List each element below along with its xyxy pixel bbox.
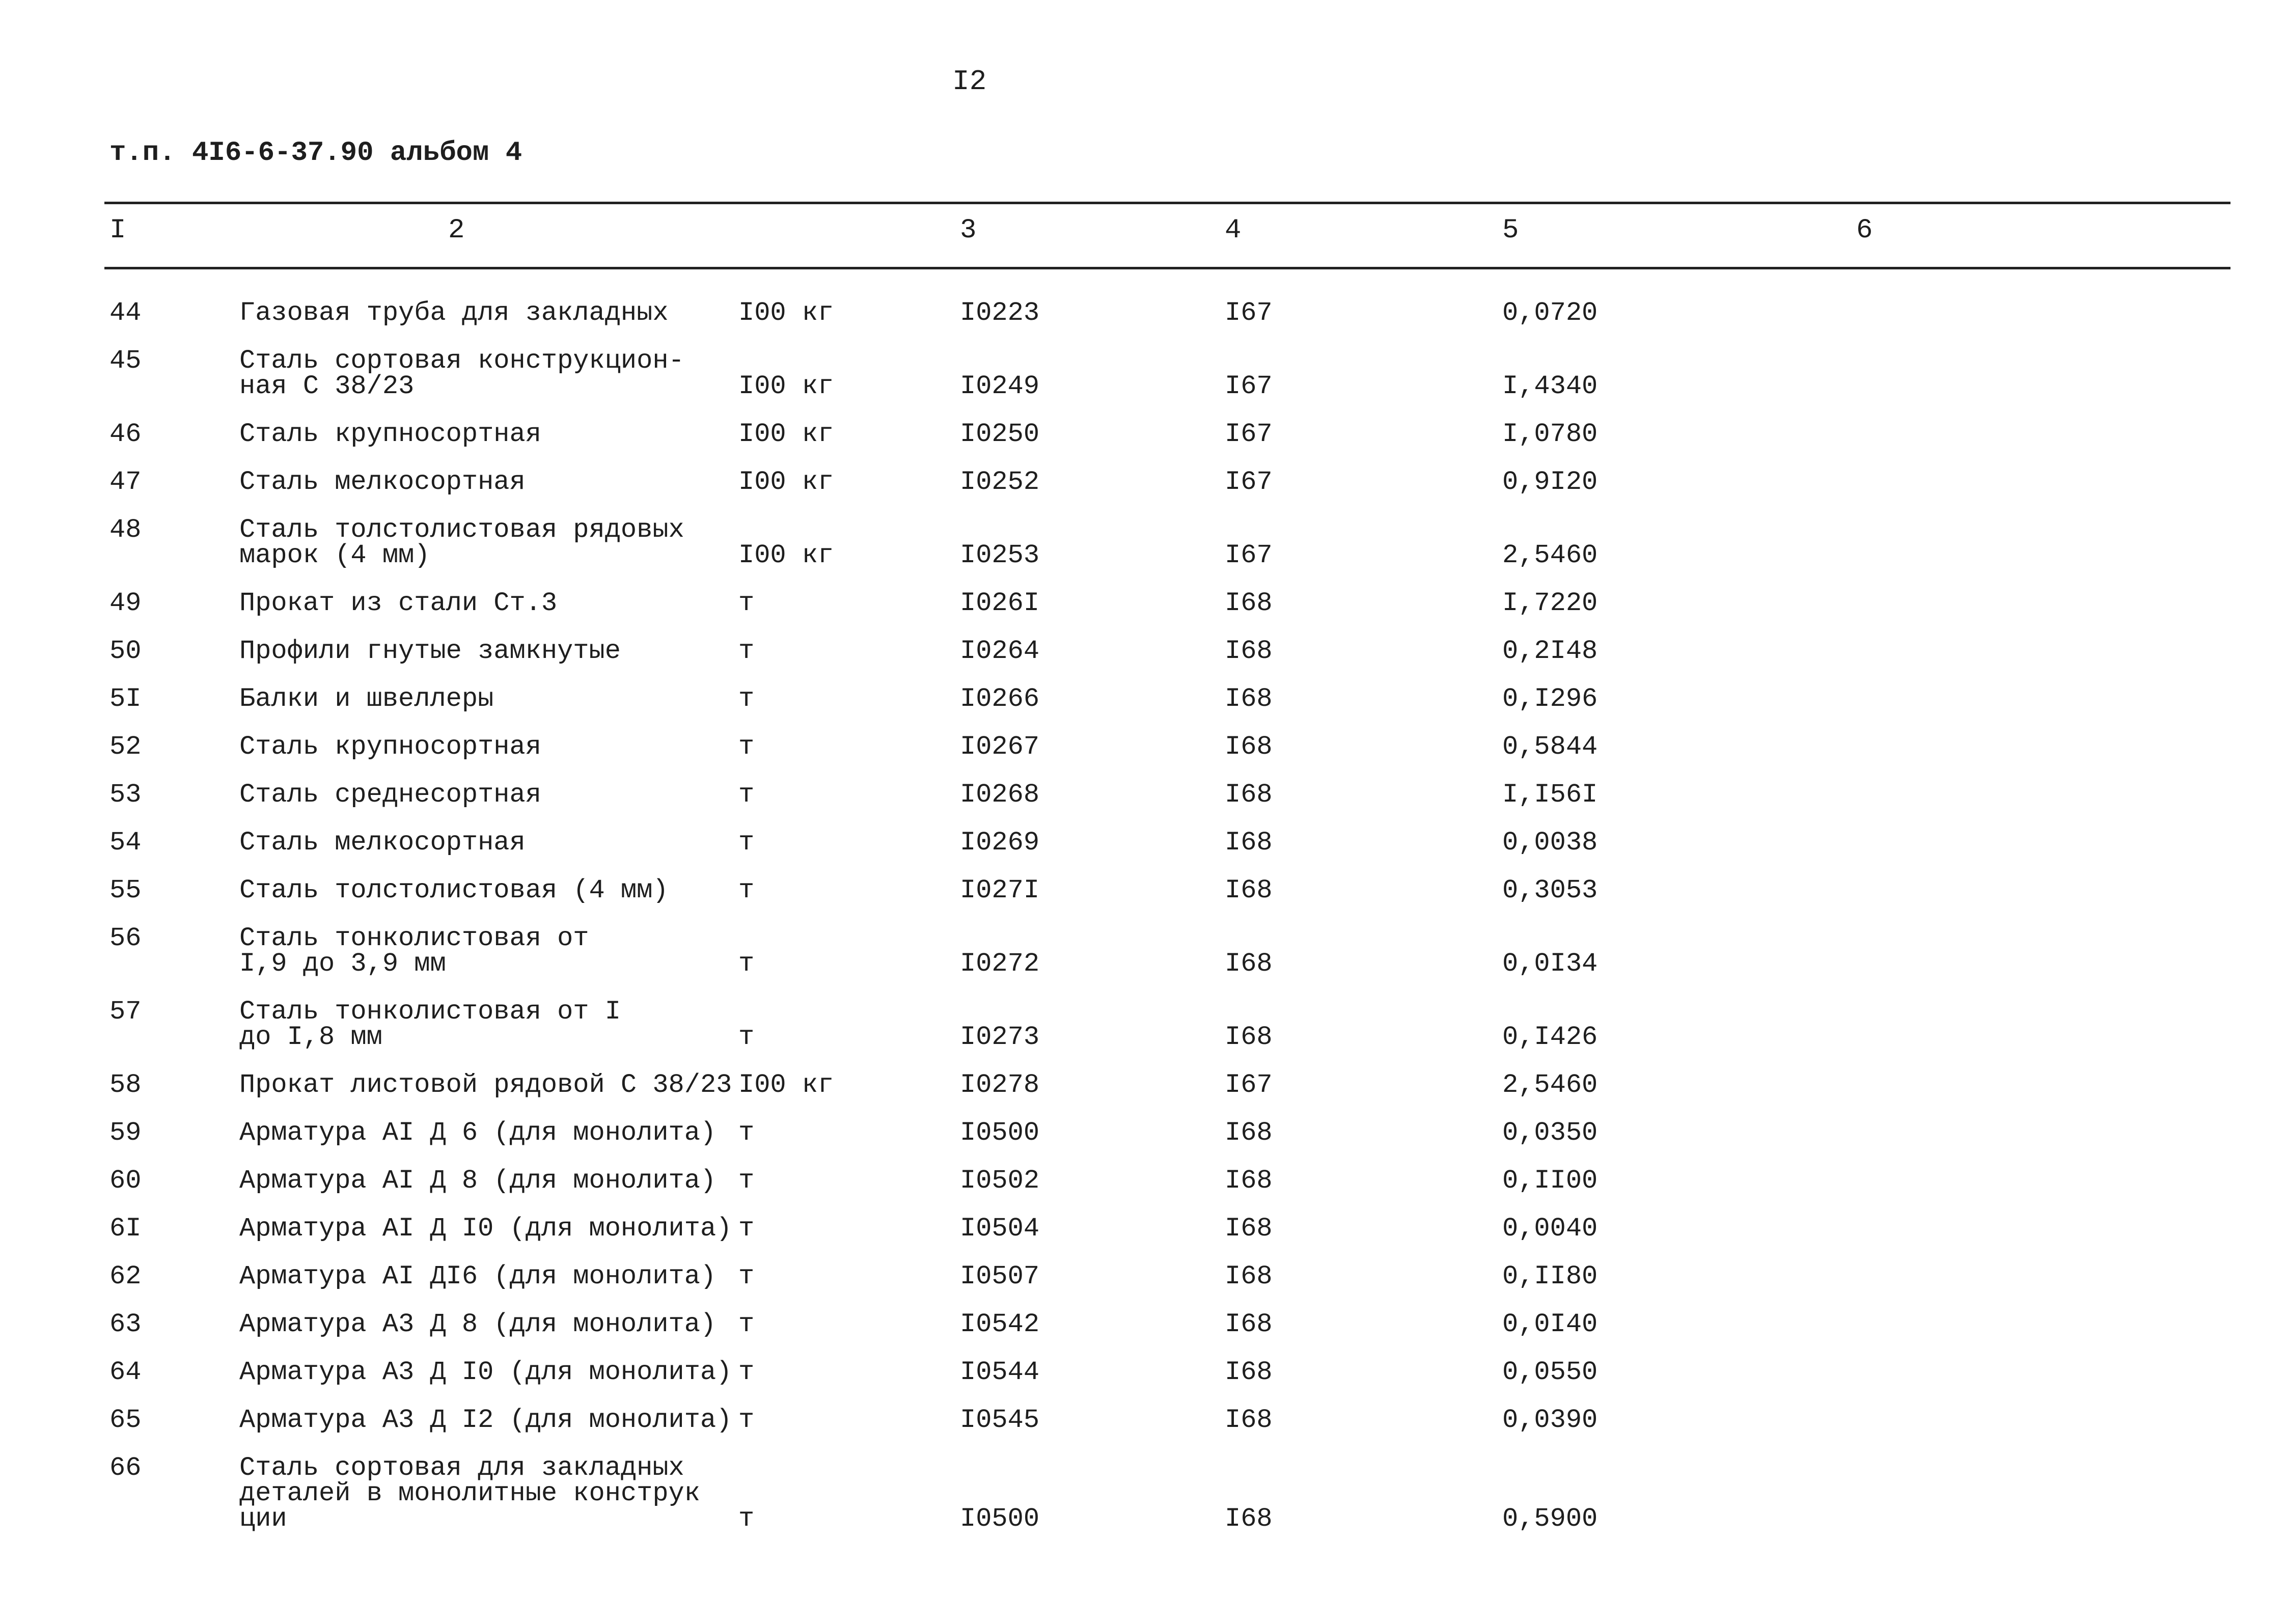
row-number: 60 <box>109 1166 142 1196</box>
unit: I00 кг <box>738 298 834 328</box>
group-code: I68 <box>1225 1022 1273 1052</box>
table-row <box>0 1309 2286 1339</box>
row-number: 63 <box>109 1309 142 1339</box>
unit: т <box>738 1022 755 1052</box>
resource-code: I0500 <box>960 1118 1040 1148</box>
unit: т <box>738 732 755 762</box>
material-name: Арматура АI ДI6 (для монолита) <box>239 1261 717 1291</box>
table-row <box>0 467 2286 497</box>
page-number: I2 <box>952 65 987 98</box>
material-name: Сталь крупносортная <box>239 419 541 449</box>
resource-code: I0264 <box>960 636 1040 666</box>
row-number: 65 <box>109 1405 142 1435</box>
quantity: I,4340 <box>1502 371 1598 401</box>
quantity: 0,3053 <box>1502 875 1598 905</box>
group-code: I68 <box>1225 1504 1273 1534</box>
column-header-5: 5 <box>1502 215 1519 246</box>
material-name: Арматура АI Д 6 (для монолита) <box>239 1118 717 1148</box>
resource-code: I0542 <box>960 1309 1040 1339</box>
row-number: 59 <box>109 1118 142 1148</box>
quantity: 2,5460 <box>1502 1070 1598 1100</box>
table-row <box>0 1168 2286 1194</box>
resource-code: I0223 <box>960 298 1040 328</box>
group-code: I68 <box>1225 1357 1273 1387</box>
table-row <box>0 348 2286 399</box>
document-header: т.п. 4I6-6-37.90 альбом 4 <box>109 137 522 169</box>
material-name: Сталь тонколистовая от I до I,8 мм <box>239 997 621 1052</box>
resource-code: I026I <box>960 588 1040 618</box>
group-code: I67 <box>1225 371 1273 401</box>
group-code: I67 <box>1225 1070 1273 1100</box>
resource-code: I0267 <box>960 732 1040 762</box>
group-code: I68 <box>1225 1118 1273 1148</box>
resource-code: I0269 <box>960 828 1040 858</box>
row-number: 66 <box>109 1453 142 1483</box>
table-row <box>0 636 2286 666</box>
table-row <box>0 999 2286 1050</box>
table-row <box>0 1216 2286 1242</box>
row-number: 55 <box>109 875 142 905</box>
quantity: 0,0350 <box>1502 1118 1598 1148</box>
unit: т <box>738 684 755 714</box>
group-code: I68 <box>1225 1261 1273 1291</box>
table-row <box>0 588 2286 618</box>
group-code: I68 <box>1225 1309 1273 1339</box>
quantity: 0,0390 <box>1502 1405 1598 1435</box>
material-name: Арматура А3 Д I2 (для монолита) <box>239 1405 732 1435</box>
row-number: 44 <box>109 298 142 328</box>
table-row <box>0 1405 2286 1435</box>
quantity: 0,9I20 <box>1502 467 1598 497</box>
resource-code: I0278 <box>960 1070 1040 1100</box>
row-number: 52 <box>109 732 142 762</box>
row-number: 5I <box>109 684 142 714</box>
unit: т <box>738 949 755 979</box>
material-name: Сталь тонколистовая от I,9 до 3,9 мм <box>239 923 589 979</box>
table-row <box>0 875 2286 905</box>
material-name: Балки и швеллеры <box>239 684 494 714</box>
unit: т <box>738 1261 755 1291</box>
resource-code: I0253 <box>960 540 1040 570</box>
table-row <box>0 686 2286 712</box>
unit: I00 кг <box>738 467 834 497</box>
quantity: 0,0038 <box>1502 828 1598 858</box>
unit: т <box>738 1214 755 1244</box>
material-name: Сталь мелкосортная <box>239 467 526 497</box>
quantity: 0,I426 <box>1502 1022 1598 1052</box>
resource-code: I0252 <box>960 467 1040 497</box>
table-row <box>0 1261 2286 1291</box>
group-code: I67 <box>1225 419 1273 449</box>
quantity: 0,0720 <box>1502 298 1598 328</box>
column-header-4: 4 <box>1225 215 1242 246</box>
group-code: I68 <box>1225 828 1273 858</box>
material-name: Арматура АI Д 8 (для монолита) <box>239 1166 717 1196</box>
row-number: 58 <box>109 1070 142 1100</box>
column-header-6: 6 <box>1856 215 1873 246</box>
table-row <box>0 1455 2286 1532</box>
unit: т <box>738 1405 755 1435</box>
material-name: Арматура А3 Д I0 (для монолита) <box>239 1357 732 1387</box>
unit: т <box>738 1357 755 1387</box>
group-code: I68 <box>1225 588 1273 618</box>
row-number: 54 <box>109 828 142 858</box>
quantity: 0,0I40 <box>1502 1309 1598 1339</box>
row-number: 53 <box>109 780 142 810</box>
quantity: 2,5460 <box>1502 540 1598 570</box>
row-number: 48 <box>109 515 142 545</box>
quantity: I,I56I <box>1502 780 1598 810</box>
table-row <box>0 517 2286 568</box>
material-name: Сталь сортовая для закладных деталей в монолитные конструк ции <box>239 1453 700 1534</box>
unit: т <box>738 1309 755 1339</box>
row-number: 47 <box>109 467 142 497</box>
material-name: Прокат листовой рядовой С 38/23 <box>239 1070 732 1100</box>
group-code: I68 <box>1225 875 1273 905</box>
quantity: 0,5900 <box>1502 1504 1598 1534</box>
quantity: 0,5844 <box>1502 732 1598 762</box>
resource-code: I0249 <box>960 371 1040 401</box>
row-number: 50 <box>109 636 142 666</box>
table-row <box>0 1072 2286 1098</box>
quantity: 0,II00 <box>1502 1166 1598 1196</box>
unit: т <box>738 875 755 905</box>
quantity: I,7220 <box>1502 588 1598 618</box>
quantity: 0,0040 <box>1502 1214 1598 1244</box>
resource-code: I027I <box>960 875 1040 905</box>
material-name: Сталь толстолистовая рядовых марок (4 мм) <box>239 515 684 570</box>
row-number: 56 <box>109 923 142 953</box>
material-name: Арматура АI Д I0 (для монолита) <box>239 1214 732 1244</box>
group-code: I68 <box>1225 1166 1273 1196</box>
material-name: Сталь мелкосортная <box>239 828 526 858</box>
resource-code: I0507 <box>960 1261 1040 1291</box>
unit: I00 кг <box>738 540 834 570</box>
unit: т <box>738 1504 755 1534</box>
resource-code: I0504 <box>960 1214 1040 1244</box>
row-number: 45 <box>109 346 142 376</box>
material-name: Прокат из стали Ст.3 <box>239 588 558 618</box>
resource-code: I0502 <box>960 1166 1040 1196</box>
row-number: 64 <box>109 1357 142 1387</box>
group-code: I68 <box>1225 636 1273 666</box>
group-code: I68 <box>1225 780 1273 810</box>
group-code: I67 <box>1225 540 1273 570</box>
quantity: 0,2I48 <box>1502 636 1598 666</box>
table-row <box>0 734 2286 760</box>
table-row <box>0 1120 2286 1146</box>
table-header-rule <box>104 267 2230 269</box>
unit: I00 кг <box>738 419 834 449</box>
table-row <box>0 923 2286 979</box>
quantity: 0,I296 <box>1502 684 1598 714</box>
group-code: I68 <box>1225 684 1273 714</box>
group-code: I67 <box>1225 467 1273 497</box>
quantity: 0,II80 <box>1502 1261 1598 1291</box>
unit: т <box>738 588 755 618</box>
quantity: 0,0550 <box>1502 1357 1598 1387</box>
quantity: I,0780 <box>1502 419 1598 449</box>
table-row <box>0 1357 2286 1387</box>
column-header-2: 2 <box>448 215 465 246</box>
column-header-3: 3 <box>960 215 977 246</box>
material-name: Профили гнутые замкнутые <box>239 636 621 666</box>
unit: I00 кг <box>738 1070 834 1100</box>
group-code: I68 <box>1225 732 1273 762</box>
table-row <box>0 300 2286 326</box>
unit: т <box>738 780 755 810</box>
resource-code: I0268 <box>960 780 1040 810</box>
table-row <box>0 830 2286 856</box>
row-number: 6I <box>109 1214 142 1244</box>
resource-code: I0272 <box>960 949 1040 979</box>
unit: I00 кг <box>738 371 834 401</box>
resource-code: I0273 <box>960 1022 1040 1052</box>
unit: т <box>738 1166 755 1196</box>
unit: т <box>738 828 755 858</box>
quantity: 0,0I34 <box>1502 949 1598 979</box>
unit: т <box>738 636 755 666</box>
material-name: Сталь сортовая конструкцион- ная С 38/23 <box>239 346 684 401</box>
column-header-1: I <box>109 215 126 246</box>
group-code: I68 <box>1225 949 1273 979</box>
row-number: 49 <box>109 588 142 618</box>
resource-code: I0250 <box>960 419 1040 449</box>
resource-code: I0545 <box>960 1405 1040 1435</box>
material-name: Газовая труба для закладных <box>239 298 669 328</box>
unit: т <box>738 1118 755 1148</box>
group-code: I67 <box>1225 298 1273 328</box>
material-name: Арматура А3 Д 8 (для монолита) <box>239 1309 717 1339</box>
group-code: I68 <box>1225 1214 1273 1244</box>
material-name: Сталь толстолистовая (4 мм) <box>239 875 669 905</box>
table-row <box>0 782 2286 808</box>
row-number: 46 <box>109 419 142 449</box>
resource-code: I0266 <box>960 684 1040 714</box>
group-code: I68 <box>1225 1405 1273 1435</box>
material-name: Сталь среднесортная <box>239 780 541 810</box>
table-top-rule <box>104 202 2230 204</box>
row-number: 57 <box>109 997 142 1027</box>
table-row <box>0 419 2286 449</box>
row-number: 62 <box>109 1261 142 1291</box>
resource-code: I0544 <box>960 1357 1040 1387</box>
material-name: Сталь крупносортная <box>239 732 541 762</box>
resource-code: I0500 <box>960 1504 1040 1534</box>
